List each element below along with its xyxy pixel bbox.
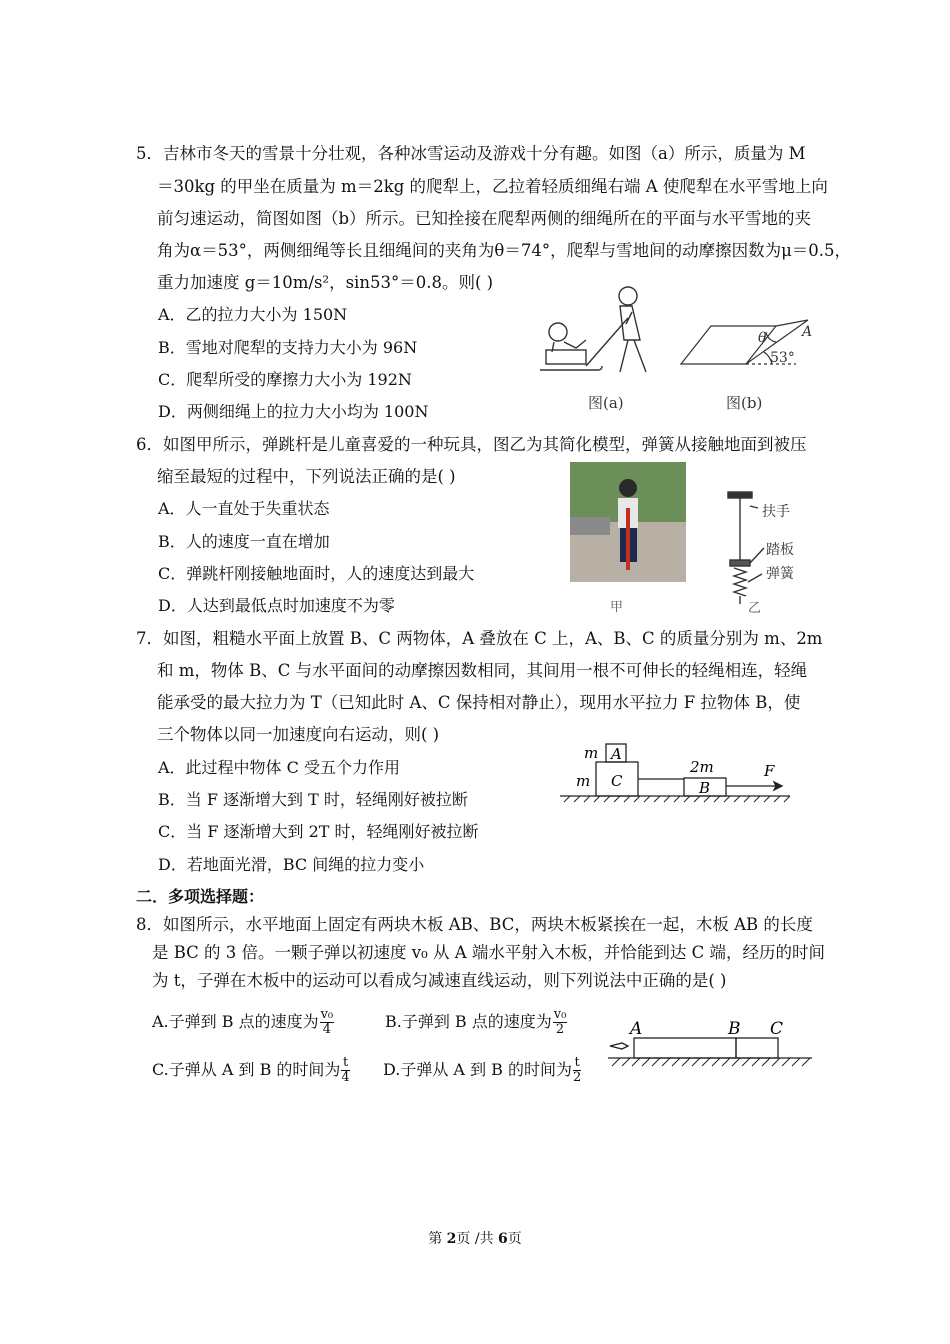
q6-caption-jia: 甲 xyxy=(610,600,624,615)
q7-fig-2m: 2m xyxy=(690,758,714,776)
q8-figure xyxy=(604,1016,816,1070)
footer-mid: 页 /共 xyxy=(456,1231,499,1247)
q5-line-4: 角为α＝53°，两侧细绳等长且细绳间的夹角为θ＝74°，爬犁与雪地间的动摩擦因数为μ＝0.5， xyxy=(157,241,852,260)
q8-option-c-fraction xyxy=(341,1056,349,1085)
q8-option-b-text: B.子弹到 B 点的速度为 xyxy=(385,1012,552,1031)
q7-option-d[interactable]: D．若地面光滑，BC 间绳的拉力变小 xyxy=(158,855,425,874)
q5-line-5: 重力加速度 g＝10m/s²，sin53°＝0.8。则( ) xyxy=(157,273,494,292)
q5-figure xyxy=(536,282,816,412)
q8-fig-A: A xyxy=(630,1019,643,1039)
q6-photo-jia xyxy=(570,462,686,582)
fig-b-point: A xyxy=(802,324,813,340)
q8-option-c-text: C.子弹从 A 到 B 的时间为 xyxy=(152,1060,341,1079)
q8-option-a-den: 4 xyxy=(322,1022,331,1037)
q6-diagram xyxy=(722,486,822,616)
q8-option-a-fraction xyxy=(320,1008,335,1037)
caption-yi: 乙 xyxy=(748,601,762,616)
footer-total: 6 xyxy=(498,1231,508,1247)
footer-pre: 第 xyxy=(428,1231,447,1247)
section-2-title: 二．多项选择题： xyxy=(136,887,265,906)
q7-line-1: 7．如图，粗糙水平面上放置 B、C 两物体，A 叠放在 C 上，A、B、C 的质量分别为 m、2m xyxy=(136,629,823,648)
q7-option-a[interactable]: A．此过程中物体 C 受五个力作用 xyxy=(158,758,400,777)
q8-option-d-fraction xyxy=(573,1056,581,1085)
fig-b-angle: 53° xyxy=(770,350,795,366)
q8-fig-B: B xyxy=(728,1019,741,1039)
q5-option-a[interactable]: A．乙的拉力大小为 150N xyxy=(158,305,348,324)
fig-a-caption: 图(a) xyxy=(588,394,624,412)
footer-post: 页 xyxy=(507,1231,522,1247)
q7-line-4: 三个物体以同一加速度向右运动，则( ) xyxy=(157,725,440,744)
q8-line-1: 8．如图所示，水平地面上固定有两块木板 AB、BC，两块木板紧挨在一起，木板 AB 的长度 xyxy=(136,915,813,934)
q7-fig-F: F xyxy=(764,762,775,780)
q6-option-b[interactable]: B．人的速度一直在增加 xyxy=(158,532,330,551)
q8-option-a-num: v₀ xyxy=(320,1007,334,1022)
q8-option-c[interactable] xyxy=(152,1056,350,1085)
footer-page: 2 xyxy=(446,1231,457,1247)
q6-option-c[interactable]: C．弹跳杆刚接触地面时，人的速度达到最大 xyxy=(158,564,475,583)
q5-option-b[interactable]: B．雪地对爬犁的支持力大小为 96N xyxy=(158,338,418,357)
q5-option-c[interactable]: C．爬犁所受的摩擦力大小为 192N xyxy=(158,370,412,389)
q8-option-b-fraction xyxy=(553,1008,568,1037)
q8-option-d-den: 2 xyxy=(573,1070,582,1085)
q7-option-b[interactable]: B．当 F 逐渐增大到 T 时，轻绳刚好被拉断 xyxy=(158,790,468,809)
q6-line-2: 缩至最短的过程中，下列说法正确的是( ) xyxy=(157,467,456,486)
q7-fig-C: C xyxy=(611,772,623,790)
q7-option-c[interactable]: C．当 F 逐渐增大到 2T 时，轻绳刚好被拉断 xyxy=(158,822,479,841)
q8-option-d-num: t xyxy=(574,1055,580,1070)
q8-line-3: 为 t，子弹在木板中的运动可以看成匀减速直线运动，则下列说法中正确的是( ) xyxy=(152,971,727,990)
q7-fig-m-top: m xyxy=(584,744,599,762)
q7-line-2: 和 m，物体 B、C 与水平面间的动摩擦因数相同，其间用一根不可伸长的轻绳相连，轻绳 xyxy=(157,661,808,680)
q8-option-b-den: 2 xyxy=(555,1022,565,1037)
q8-line-2: 是 BC 的 3 倍。一颗子弹以初速度 v₀ 从 A 端水平射入木板，并恰能到达 C 端，经历的时间 xyxy=(152,943,825,962)
q7-fig-B: B xyxy=(699,779,711,797)
q8-option-b-num: v₀ xyxy=(553,1007,567,1022)
q8-option-b[interactable] xyxy=(385,1008,567,1037)
q5-line-3: 前匀速运动，简图如图（b）所示。已知拴接在爬犁两侧的细绳所在的平面与水平雪地的夹 xyxy=(157,209,812,228)
q8-option-c-den: 4 xyxy=(341,1070,350,1085)
q5-option-d[interactable]: D．两侧细绳上的拉力大小均为 100N xyxy=(158,402,429,421)
q8-option-a-text: A.子弹到 B 点的速度为 xyxy=(152,1012,319,1031)
q8-option-a[interactable] xyxy=(152,1008,334,1037)
fig-a-drawing xyxy=(540,287,646,372)
q8-option-c-num: t xyxy=(342,1055,349,1070)
q5-line-1: 5．吉林市冬天的雪景十分壮观，各种冰雪运动及游戏十分有趣。如图（a）所示，质量为 M xyxy=(136,144,806,163)
q8-option-d-text: D.子弹从 A 到 B 的时间为 xyxy=(383,1060,573,1079)
label-pedal: 踏板 xyxy=(766,542,794,558)
q6-line-1: 6．如图甲所示，弹跳杆是儿童喜爱的一种玩具，图乙为其简化模型，弹簧从接触地面到被压 xyxy=(136,435,807,454)
fig-b-caption: 图(b) xyxy=(726,394,763,412)
q8-option-d[interactable] xyxy=(383,1056,581,1085)
q7-figure xyxy=(558,738,798,806)
label-handle: 扶手 xyxy=(762,504,790,520)
q6-option-a[interactable]: A．人一直处于失重状态 xyxy=(158,499,330,518)
q7-fig-m-left: m xyxy=(576,772,591,790)
q8-fig-C: C xyxy=(770,1019,784,1039)
q7-line-3: 能承受的最大拉力为 T（已知此时 A、C 保持相对静止），现用水平拉力 F 拉物体 B，使 xyxy=(157,693,801,712)
page-footer xyxy=(0,1228,950,1248)
label-spring: 弹簧 xyxy=(766,566,794,582)
q6-option-d[interactable]: D．人达到最低点时加速度不为零 xyxy=(158,596,395,615)
q7-fig-A: A xyxy=(611,745,622,763)
q5-line-2: ＝30kg 的甲坐在质量为 m＝2kg 的爬犁上，乙拉着轻质细绳右端 A 使爬犁在水平雪地上向 xyxy=(157,177,828,196)
fig-b-theta: θ xyxy=(758,330,767,346)
